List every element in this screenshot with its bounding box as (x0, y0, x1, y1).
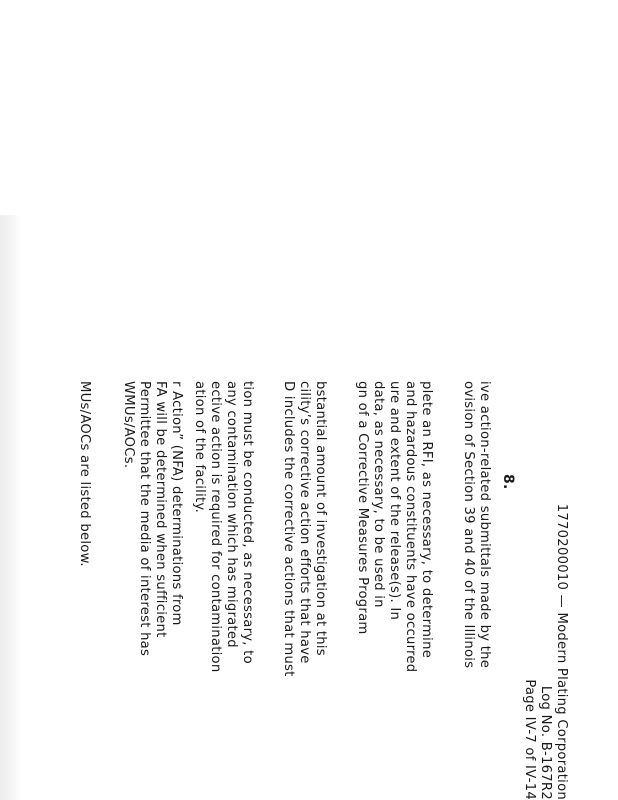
para2-line-3: ure and extent of the release(s). In (387, 381, 402, 621)
para1-line-2: ovision of Section 39 and 40 of the Illinois (461, 381, 476, 669)
header-line-2: Log No. B-167R2 (538, 685, 553, 800)
para3-line-3: D includes the corrective actions that must (281, 381, 296, 677)
rotated-document (77, 0, 596, 800)
page-number: 8. (500, 474, 516, 490)
para3-line-2: cility’s corrective action efforts that have (297, 381, 312, 664)
para3-line-1: bstantial amount of investigation at this (313, 381, 328, 656)
para4-line-2: any contamination which has migrated (224, 381, 239, 648)
para5-line-3: Permittee that the media of interest has (137, 381, 152, 657)
para5-line-1: r Action” (NFA) determinations from (169, 381, 184, 626)
header-line-1: 1770200010 — Modern Plating Corporation (554, 503, 569, 800)
para2-line-2: and hazardous constituents have occurred (403, 381, 418, 673)
para4-line-4: ation of the facility. (192, 381, 207, 514)
para5-line-2: FA will be determined when sufficient (153, 381, 168, 638)
para6-line-1: MUs/AOCs are listed below. (77, 381, 92, 567)
para2-line-1: plete an RFI, as necessary, to determine (419, 381, 434, 659)
para1-line-1: ive action-related submittals made by the (477, 381, 492, 669)
para4-line-1: tion must be conducted, as necessary, to (240, 381, 255, 664)
para4-line-3: ective action is required for contamination (208, 381, 223, 673)
header-line-3: Page IV-7 of IV-14 (522, 679, 537, 800)
para2-line-5: gn of a Corrective Measures Program (355, 381, 370, 635)
para5-line-4: WMUs/AOCs. (121, 381, 136, 469)
para2-line-4: data, as necessary, to be used in (371, 381, 386, 608)
scan-shadow-edge (0, 215, 20, 800)
